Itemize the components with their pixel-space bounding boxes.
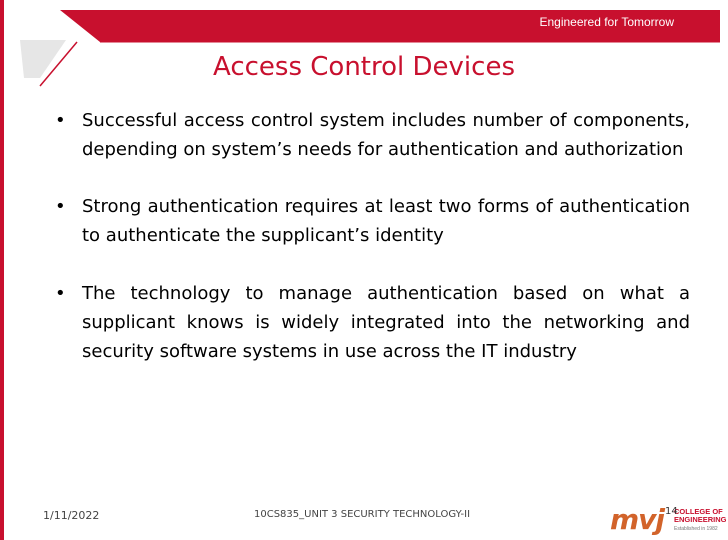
header-tagline: Engineered for Tomorrow: [539, 15, 674, 29]
logo-mark: mvj: [610, 503, 665, 536]
logo-text: [674, 508, 727, 524]
footer-course-code: 10CS835_UNIT 3 SECURITY TECHNOLOGY-II: [254, 509, 471, 520]
slide-title: Access Control Devices: [213, 52, 515, 82]
logo-line-1: COLLEGE OF: [674, 507, 723, 516]
bullet-marker: •: [55, 110, 66, 131]
bullet-marker: •: [55, 196, 66, 217]
bullet-item: [52, 106, 690, 164]
page-number: 14: [665, 506, 678, 517]
bullet-item: [52, 279, 690, 366]
footer-date: 1/11/2022: [43, 509, 100, 522]
bullet-text: The technology to manage authentication based on what a supplicant knows is widely integrated into the networking and security software systems in use across the IT industry: [82, 283, 690, 362]
bullet-text: Strong authentication requires at least two forms of authentication to authenticate the supplicant’s identity: [82, 196, 690, 246]
logo-subtitle: Established in 1982: [674, 526, 718, 532]
logo-line-2: ENGINEERING: [674, 515, 727, 524]
bullet-text: Successful access control system includes number of components, depending on system’s needs for authentication and authorization: [82, 110, 690, 160]
bullet-item: [52, 192, 690, 250]
bullet-marker: •: [55, 283, 66, 304]
bullet-list: [52, 106, 690, 366]
